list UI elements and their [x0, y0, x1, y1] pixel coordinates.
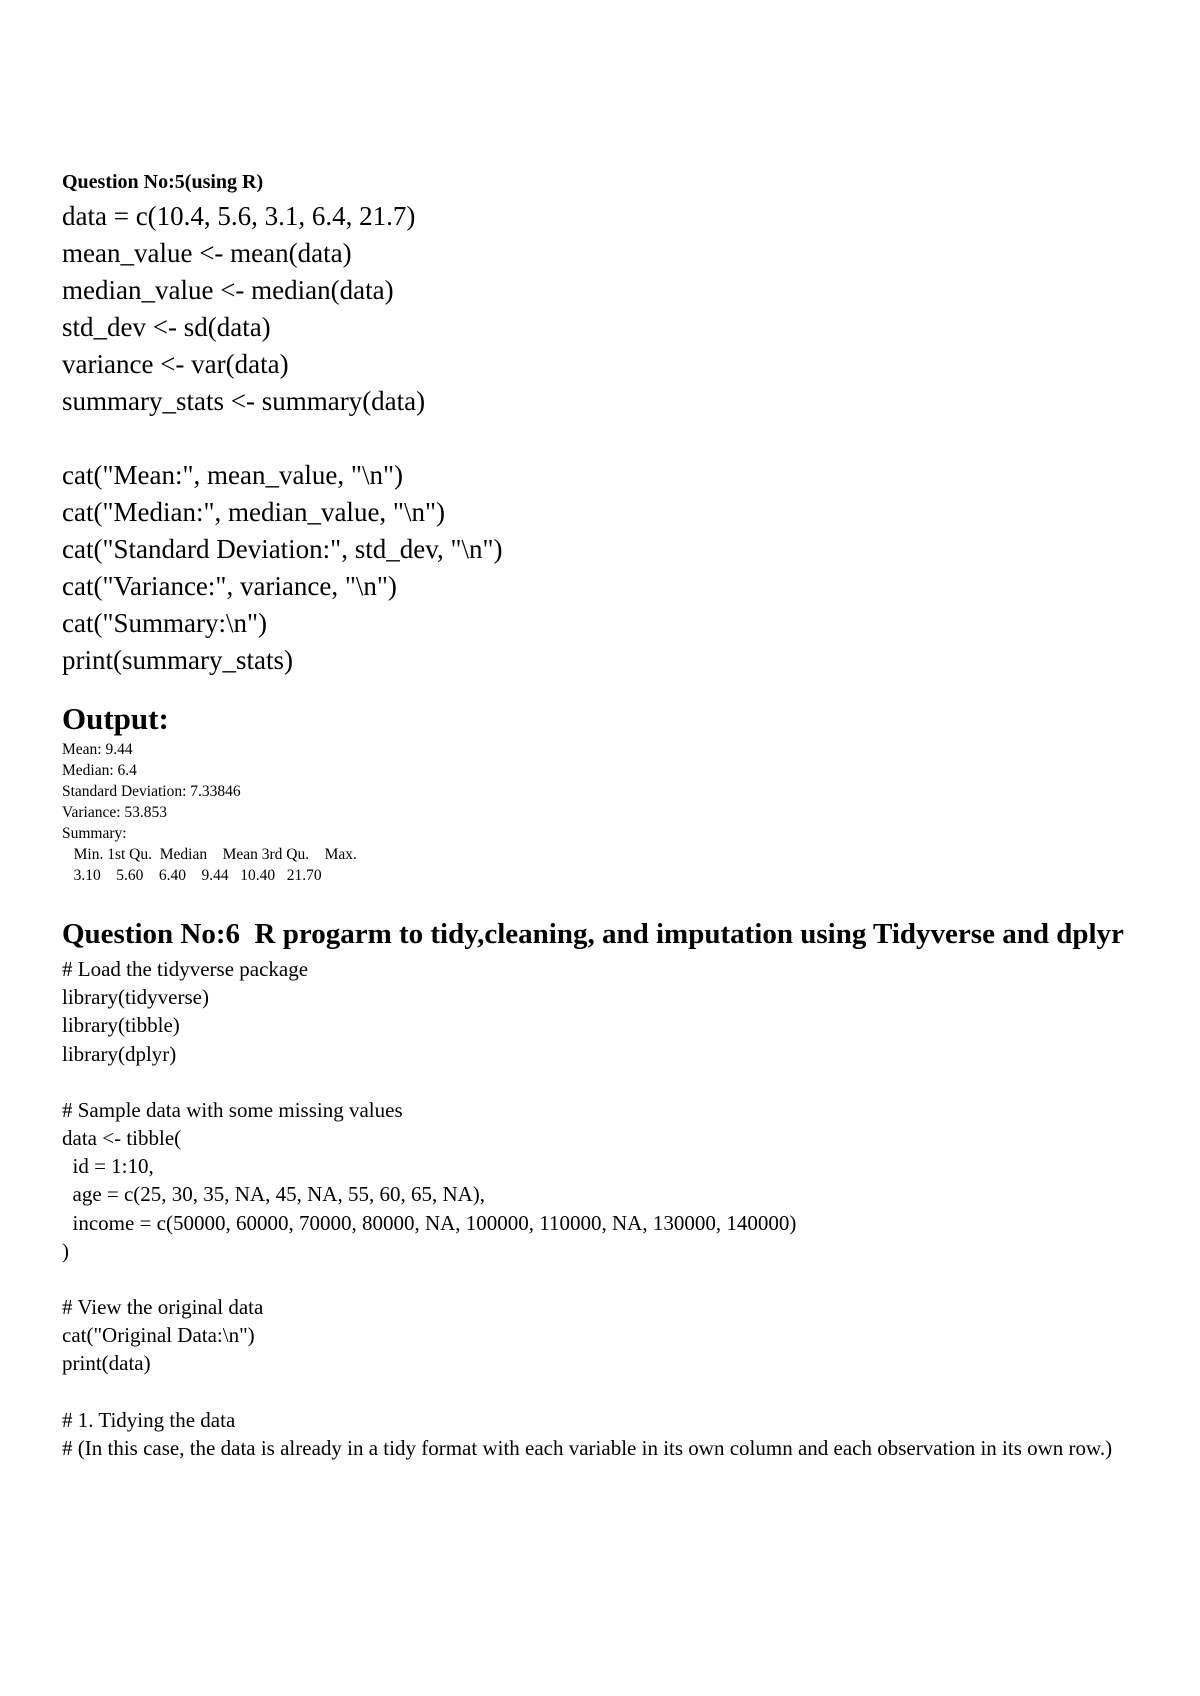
code-line: cat("Variance:", variance, "\n") — [62, 571, 397, 601]
code-line: # View the original data — [62, 1295, 264, 1320]
code-line: age = c(25, 30, 35, NA, 45, NA, 55, 60, 65, NA), — [62, 1182, 486, 1207]
code-line: # Sample data with some missing values — [62, 1097, 403, 1122]
question-6-code-block — [62, 955, 1142, 1462]
output-block — [62, 739, 1142, 886]
code-line: median_value <- median(data) — [62, 275, 394, 305]
code-line: cat("Original Data:\n") — [62, 1323, 255, 1348]
output-line: 3.10 5.60 6.40 9.44 10.40 21.70 — [62, 867, 322, 884]
code-line: mean_value <- mean(data) — [62, 238, 352, 268]
code-line: library(tidyverse) — [62, 985, 209, 1010]
blank-line — [62, 420, 1142, 457]
code-line: cat("Median:", median_value, "\n") — [62, 497, 445, 527]
output-line: Summary: — [62, 825, 127, 842]
code-line: id = 1:10, — [62, 1154, 154, 1179]
code-line: library(dplyr) — [62, 1041, 177, 1066]
code-line: # (In this case, the data is already in a tidy format with each variable in its own column and each observation in its own row.) — [62, 1435, 1113, 1460]
question-5-heading: Question No:5(using R) — [62, 171, 264, 193]
output-line: Variance: 53.853 — [62, 804, 168, 821]
question-5-code-block — [62, 198, 1142, 679]
output-line: Min. 1st Qu. Median Mean 3rd Qu. Max. — [62, 846, 357, 863]
code-line: cat("Mean:", mean_value, "\n") — [62, 460, 403, 490]
code-line: summary_stats <- summary(data) — [62, 386, 426, 416]
code-line: data <- tibble( — [62, 1126, 182, 1151]
question-6-heading: Question No:6 R progarm to tidy,cleaning, and imputation using Tidyverse and dplyr — [62, 918, 1124, 950]
code-line: cat("Summary:\n") — [62, 608, 267, 638]
output-line: Median: 6.4 — [62, 762, 137, 779]
code-line: print(summary_stats) — [62, 645, 293, 675]
code-line: std_dev <- sd(data) — [62, 312, 271, 342]
code-line: # 1. Tidying the data — [62, 1407, 236, 1432]
output-line: Standard Deviation: 7.33846 — [62, 783, 241, 800]
code-line: cat("Standard Deviation:", std_dev, "\n") — [62, 534, 503, 564]
document-page — [62, 170, 1142, 1462]
code-line: # Load the tidyverse package — [62, 957, 309, 981]
code-line: variance <- var(data) — [62, 349, 289, 379]
code-line: ) — [62, 1238, 69, 1263]
code-line: library(tibble) — [62, 1013, 180, 1038]
blank-line — [62, 1378, 1142, 1406]
code-line: print(data) — [62, 1351, 151, 1376]
blank-line — [62, 1265, 1142, 1293]
output-line: Mean: 9.44 — [62, 741, 133, 758]
output-heading: Output: — [62, 701, 169, 736]
blank-line — [62, 1068, 1142, 1096]
code-line: data = c(10.4, 5.6, 3.1, 6.4, 21.7) — [62, 201, 416, 231]
code-line: income = c(50000, 60000, 70000, 80000, NA, 100000, 110000, NA, 130000, 140000) — [62, 1210, 797, 1235]
